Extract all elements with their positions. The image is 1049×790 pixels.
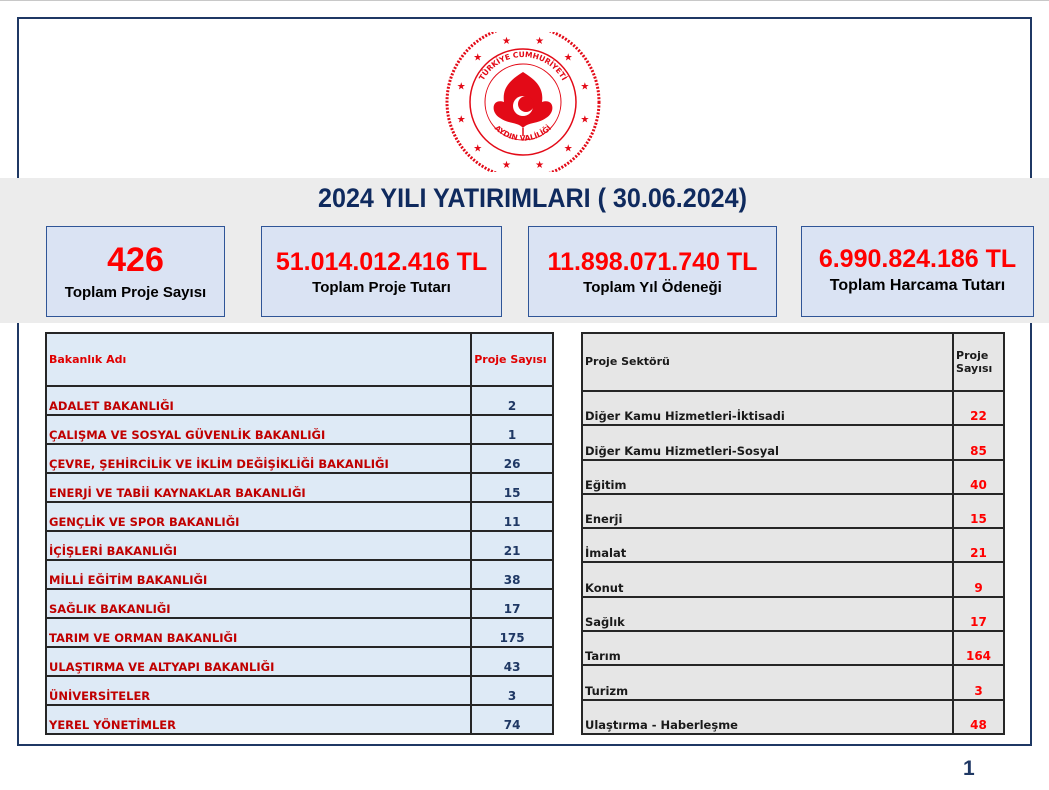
row-name: Diğer Kamu Hizmetleri-İktisadi: [582, 391, 953, 425]
row-count: 15: [471, 473, 553, 502]
table-row: [46, 473, 553, 502]
seal-star-icon: ★: [456, 81, 466, 93]
card-total-year-allocation: [528, 226, 777, 317]
seal-star-icon: ★: [535, 159, 545, 171]
table-row: [46, 386, 553, 415]
table-row: [582, 460, 1004, 494]
header-project-count: Proje Sayısı: [953, 333, 1004, 391]
table-header-row: [46, 333, 553, 386]
row-name: MİLLİ EĞİTİM BAKANLIĞI: [46, 560, 471, 589]
row-name: ENERJİ VE TABİİ KAYNAKLAR BAKANLIĞI: [46, 473, 471, 502]
row-name: İmalat: [582, 528, 953, 562]
header-sector: Proje Sektörü: [582, 333, 953, 391]
table-row: [582, 631, 1004, 665]
card-value: 6.990.824.186 TL: [818, 245, 1017, 273]
row-count: 21: [953, 528, 1004, 562]
card-total-spending: [801, 226, 1034, 317]
table-row: [46, 589, 553, 618]
row-name: Tarım: [582, 631, 953, 665]
svg-text:AYDIN VALİLİĞİ: AYDIN VALİLİĞİ: [492, 123, 554, 143]
row-count: 43: [471, 647, 553, 676]
svg-text:TÜRKİYE CUMHURİYETİ: TÜRKİYE CUMHURİYETİ: [477, 49, 569, 82]
card-label: Toplam Yıl Ödeneği: [583, 279, 722, 296]
row-name: SAĞLIK BAKANLIĞI: [46, 589, 471, 618]
table-row: [46, 705, 553, 734]
sector-table: [581, 332, 1005, 735]
seal-star-icon: ★: [535, 36, 545, 48]
card-label: Toplam Proje Tutarı: [312, 279, 451, 296]
row-name: Eğitim: [582, 460, 953, 494]
seal-star-icon: ★: [456, 114, 466, 126]
aydin-valiligi-seal-logo: [430, 32, 616, 172]
row-count: 17: [471, 589, 553, 618]
card-total-project-amount: [261, 226, 502, 317]
row-count: 40: [953, 460, 1004, 494]
row-count: 175: [471, 618, 553, 647]
row-count: 22: [953, 391, 1004, 425]
table-row: [582, 700, 1004, 734]
row-name: YEREL YÖNETİMLER: [46, 705, 471, 734]
row-count: 9: [953, 562, 1004, 596]
row-name: Enerji: [582, 494, 953, 528]
row-count: 17: [953, 597, 1004, 631]
seal-star-icon: ★: [473, 143, 483, 155]
row-name: İÇİŞLERİ BAKANLIĞI: [46, 531, 471, 560]
table-row: [46, 676, 553, 705]
seal-star-icon: ★: [473, 52, 483, 64]
card-value: 51.014.012.416 TL: [275, 248, 488, 276]
table-row: [46, 560, 553, 589]
row-count: 74: [471, 705, 553, 734]
row-name: Sağlık: [582, 597, 953, 631]
seal-star-icon: ★: [580, 81, 590, 93]
table-row: [582, 562, 1004, 596]
seal-star-icon: ★: [563, 143, 573, 155]
card-label: Toplam Proje Sayısı: [64, 284, 207, 301]
seal-star-icon: ★: [501, 159, 511, 171]
table-header-row: [582, 333, 1004, 391]
row-name: ÜNİVERSİTELER: [46, 676, 471, 705]
table-row: [582, 425, 1004, 459]
table-row: [582, 597, 1004, 631]
card-value: 11.898.071.740 TL: [547, 248, 758, 276]
row-name: ÇALIŞMA VE SOSYAL GÜVENLİK BAKANLIĞI: [46, 415, 471, 444]
row-count: 11: [471, 502, 553, 531]
ministry-table: [45, 332, 554, 735]
row-count: 3: [953, 665, 1004, 699]
row-name: Diğer Kamu Hizmetleri-Sosyal: [582, 425, 953, 459]
row-name: TARIM VE ORMAN BAKANLIĞI: [46, 618, 471, 647]
row-count: 1: [471, 415, 553, 444]
row-count: 85: [953, 425, 1004, 459]
row-name: Ulaştırma - Haberleşme: [582, 700, 953, 734]
table-row: [582, 528, 1004, 562]
table-row: [46, 415, 553, 444]
table-row: [46, 531, 553, 560]
table-row: [46, 444, 553, 473]
table-row: [582, 391, 1004, 425]
row-count: 3: [471, 676, 553, 705]
table-row: [46, 618, 553, 647]
table-row: [46, 502, 553, 531]
row-count: 15: [953, 494, 1004, 528]
table-row: [582, 494, 1004, 528]
row-name: GENÇLİK VE SPOR BAKANLIĞI: [46, 502, 471, 531]
table-row: [46, 647, 553, 676]
header-ministry-name: Bakanlık Adı: [46, 333, 471, 386]
row-count: 26: [471, 444, 553, 473]
top-divider: [0, 0, 1049, 1]
page-title: 2024 YILI YATIRIMLARI ( 30.06.2024): [318, 183, 747, 213]
header-project-count: Proje Sayısı: [471, 333, 553, 386]
row-name: Turizm: [582, 665, 953, 699]
row-count: 164: [953, 631, 1004, 665]
row-count: 48: [953, 700, 1004, 734]
row-name: ÇEVRE, ŞEHİRCİLİK VE İKLİM DEĞİŞİKLİĞİ BAKANLIĞI: [46, 444, 471, 473]
page-number: 1: [963, 757, 975, 780]
row-count: 2: [471, 386, 553, 415]
row-name: ADALET BAKANLIĞI: [46, 386, 471, 415]
row-count: 21: [471, 531, 553, 560]
row-name: ULAŞTIRMA VE ALTYAPI BAKANLIĞI: [46, 647, 471, 676]
seal-star-icon: ★: [501, 36, 511, 48]
card-label: Toplam Harcama Tutarı: [829, 277, 1006, 294]
row-count: 38: [471, 560, 553, 589]
card-value: 426: [107, 241, 164, 279]
card-total-projects: [46, 226, 225, 317]
seal-star-icon: ★: [563, 52, 573, 64]
seal-star-icon: ★: [580, 114, 590, 126]
row-name: Konut: [582, 562, 953, 596]
table-row: [582, 665, 1004, 699]
